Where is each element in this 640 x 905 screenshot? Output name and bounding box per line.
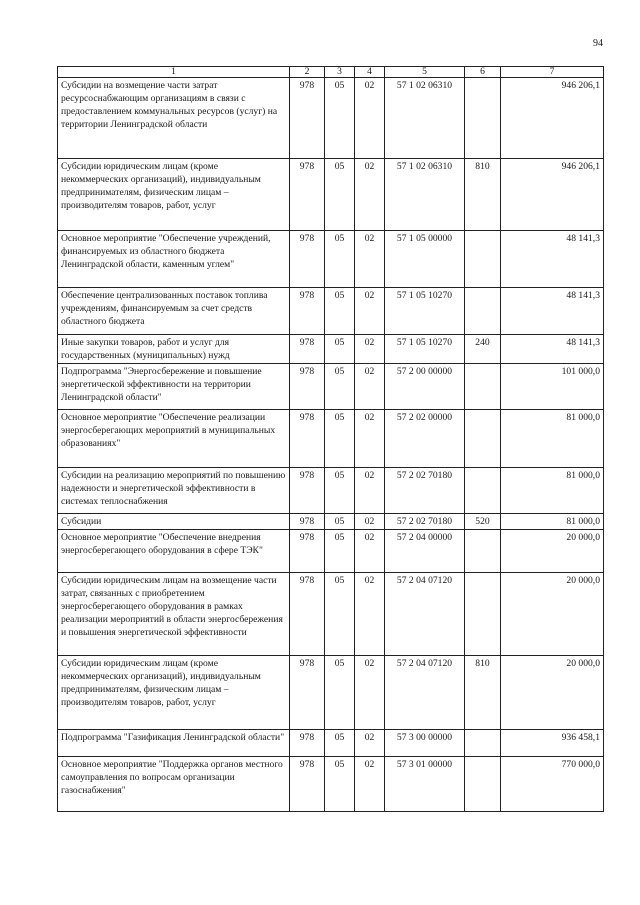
table-row	[58, 231, 604, 288]
cell-vr: 240	[465, 335, 501, 364]
cell-gr: 978	[290, 468, 325, 514]
table-row	[58, 288, 604, 335]
cell-pr: 02	[355, 364, 385, 410]
cell-rz: 05	[325, 730, 355, 757]
cell-rz: 05	[325, 757, 355, 812]
cell-pr: 02	[355, 231, 385, 288]
cell-pr: 02	[355, 730, 385, 757]
cell-name: Основное мероприятие "Обеспечение реализации энергосберегающих мероприятий в муниципальных образованиях"	[58, 410, 290, 468]
cell-name: Субсидии	[58, 514, 290, 530]
cell-sum: 946 206,1	[501, 78, 604, 159]
cell-csr: 57 2 02 00000	[385, 410, 465, 468]
cell-sum: 81 000,0	[501, 514, 604, 530]
cell-vr	[465, 78, 501, 159]
table-row	[58, 573, 604, 656]
header-cell: 3	[325, 67, 355, 78]
cell-csr: 57 2 04 07120	[385, 656, 465, 730]
cell-gr: 978	[290, 364, 325, 410]
cell-name: Обеспечение централизованных поставок топлива учреждениям, финансируемым за счет средств областного бюджета	[58, 288, 290, 335]
cell-pr: 02	[355, 514, 385, 530]
cell-csr: 57 2 00 00000	[385, 364, 465, 410]
cell-sum: 81 000,0	[501, 468, 604, 514]
budget-table	[57, 66, 604, 812]
cell-gr: 978	[290, 335, 325, 364]
cell-vr	[465, 410, 501, 468]
cell-pr: 02	[355, 288, 385, 335]
header-cell: 6	[465, 67, 501, 78]
cell-gr: 978	[290, 757, 325, 812]
cell-name: Основное мероприятие "Поддержка органов местного самоуправления по вопросам организации газоснабжения"	[58, 757, 290, 812]
cell-name: Субсидии на возмещение части затрат ресурсоснабжающим организациям в связи с предоставлением коммунальных ресурсов (услуг) на территории Ленинградской области	[58, 78, 290, 159]
cell-gr: 978	[290, 231, 325, 288]
cell-csr: 57 1 05 10270	[385, 335, 465, 364]
cell-sum: 946 206,1	[501, 159, 604, 231]
cell-pr: 02	[355, 468, 385, 514]
header-cell: 2	[290, 67, 325, 78]
cell-csr: 57 1 05 00000	[385, 231, 465, 288]
cell-sum: 770 000,0	[501, 757, 604, 812]
cell-gr: 978	[290, 730, 325, 757]
cell-name: Субсидии юридическим лицам (кроме некоммерческих организаций), индивидуальным предпринимателям, физическим лицам – производителям товаров, работ, услуг	[58, 656, 290, 730]
cell-gr: 978	[290, 573, 325, 656]
cell-sum: 20 000,0	[501, 530, 604, 573]
page-number: 94	[593, 38, 603, 49]
table-row	[58, 530, 604, 573]
cell-vr	[465, 573, 501, 656]
table-row	[58, 159, 604, 231]
cell-pr: 02	[355, 656, 385, 730]
cell-rz: 05	[325, 514, 355, 530]
cell-gr: 978	[290, 656, 325, 730]
cell-csr: 57 3 00 00000	[385, 730, 465, 757]
cell-vr: 520	[465, 514, 501, 530]
cell-vr: 810	[465, 159, 501, 231]
cell-vr	[465, 288, 501, 335]
cell-rz: 05	[325, 364, 355, 410]
cell-sum: 48 141,3	[501, 231, 604, 288]
cell-sum: 20 000,0	[501, 573, 604, 656]
table-row	[58, 410, 604, 468]
cell-csr: 57 2 04 00000	[385, 530, 465, 573]
cell-rz: 05	[325, 656, 355, 730]
table-row	[58, 757, 604, 812]
cell-gr: 978	[290, 159, 325, 231]
cell-vr	[465, 730, 501, 757]
cell-name: Основное мероприятие "Обеспечение учреждений, финансируемых из областного бюджета Ленинградской области, каменным углем"	[58, 231, 290, 288]
table-row	[58, 78, 604, 159]
cell-sum: 936 458,1	[501, 730, 604, 757]
cell-pr: 02	[355, 410, 385, 468]
cell-rz: 05	[325, 573, 355, 656]
cell-rz: 05	[325, 335, 355, 364]
table-row	[58, 514, 604, 530]
table-row	[58, 364, 604, 410]
header-cell: 4	[355, 67, 385, 78]
cell-name: Иные закупки товаров, работ и услуг для государственных (муниципальных) нужд	[58, 335, 290, 364]
cell-gr: 978	[290, 288, 325, 335]
table-row	[58, 656, 604, 730]
cell-sum: 20 000,0	[501, 656, 604, 730]
header-row	[58, 67, 604, 78]
cell-sum: 81 000,0	[501, 410, 604, 468]
cell-pr: 02	[355, 757, 385, 812]
cell-gr: 978	[290, 530, 325, 573]
cell-csr: 57 1 02 06310	[385, 159, 465, 231]
cell-gr: 978	[290, 410, 325, 468]
cell-rz: 05	[325, 468, 355, 514]
cell-pr: 02	[355, 573, 385, 656]
cell-name: Субсидии юридическим лицам (кроме некоммерческих организаций), индивидуальным предпринимателям, физическим лицам – производителям товаров, работ, услуг	[58, 159, 290, 231]
cell-name: Основное мероприятие "Обеспечение внедрения энергосберегающего оборудования в сфере ТЭК"	[58, 530, 290, 573]
cell-name: Подпрограмма "Газификация Ленинградской области"	[58, 730, 290, 757]
table-row	[58, 730, 604, 757]
cell-rz: 05	[325, 78, 355, 159]
cell-sum: 48 141,3	[501, 288, 604, 335]
cell-pr: 02	[355, 159, 385, 231]
cell-rz: 05	[325, 410, 355, 468]
cell-name: Субсидии юридическим лицам на возмещение части затрат, связанных с приобретением энергосберегающего оборудования в рамках реализации мероприятий в области энергосбережения и повышения энергетической эффективности	[58, 573, 290, 656]
cell-rz: 05	[325, 159, 355, 231]
cell-vr: 810	[465, 656, 501, 730]
header-cell: 7	[501, 67, 604, 78]
cell-csr: 57 1 02 06310	[385, 78, 465, 159]
cell-gr: 978	[290, 78, 325, 159]
cell-csr: 57 2 04 07120	[385, 573, 465, 656]
cell-pr: 02	[355, 78, 385, 159]
cell-csr: 57 2 02 70180	[385, 514, 465, 530]
cell-vr	[465, 757, 501, 812]
header-cell: 5	[385, 67, 465, 78]
cell-vr	[465, 468, 501, 514]
cell-csr: 57 2 02 70180	[385, 468, 465, 514]
cell-vr	[465, 231, 501, 288]
cell-sum: 101 000,0	[501, 364, 604, 410]
cell-pr: 02	[355, 335, 385, 364]
cell-vr	[465, 530, 501, 573]
cell-gr: 978	[290, 514, 325, 530]
table-row	[58, 468, 604, 514]
cell-sum: 48 141,3	[501, 335, 604, 364]
table-row	[58, 335, 604, 364]
cell-csr: 57 3 01 00000	[385, 757, 465, 812]
cell-rz: 05	[325, 288, 355, 335]
cell-name: Субсидии на реализацию мероприятий по повышению надежности и энергетической эффективности в системах теплоснабжения	[58, 468, 290, 514]
cell-rz: 05	[325, 231, 355, 288]
cell-name: Подпрограмма "Энергосбережение и повышение энергетической эффективности на территории Ленинградской области"	[58, 364, 290, 410]
header-cell: 1	[58, 67, 290, 78]
cell-rz: 05	[325, 530, 355, 573]
cell-pr: 02	[355, 530, 385, 573]
cell-csr: 57 1 05 10270	[385, 288, 465, 335]
cell-vr	[465, 364, 501, 410]
